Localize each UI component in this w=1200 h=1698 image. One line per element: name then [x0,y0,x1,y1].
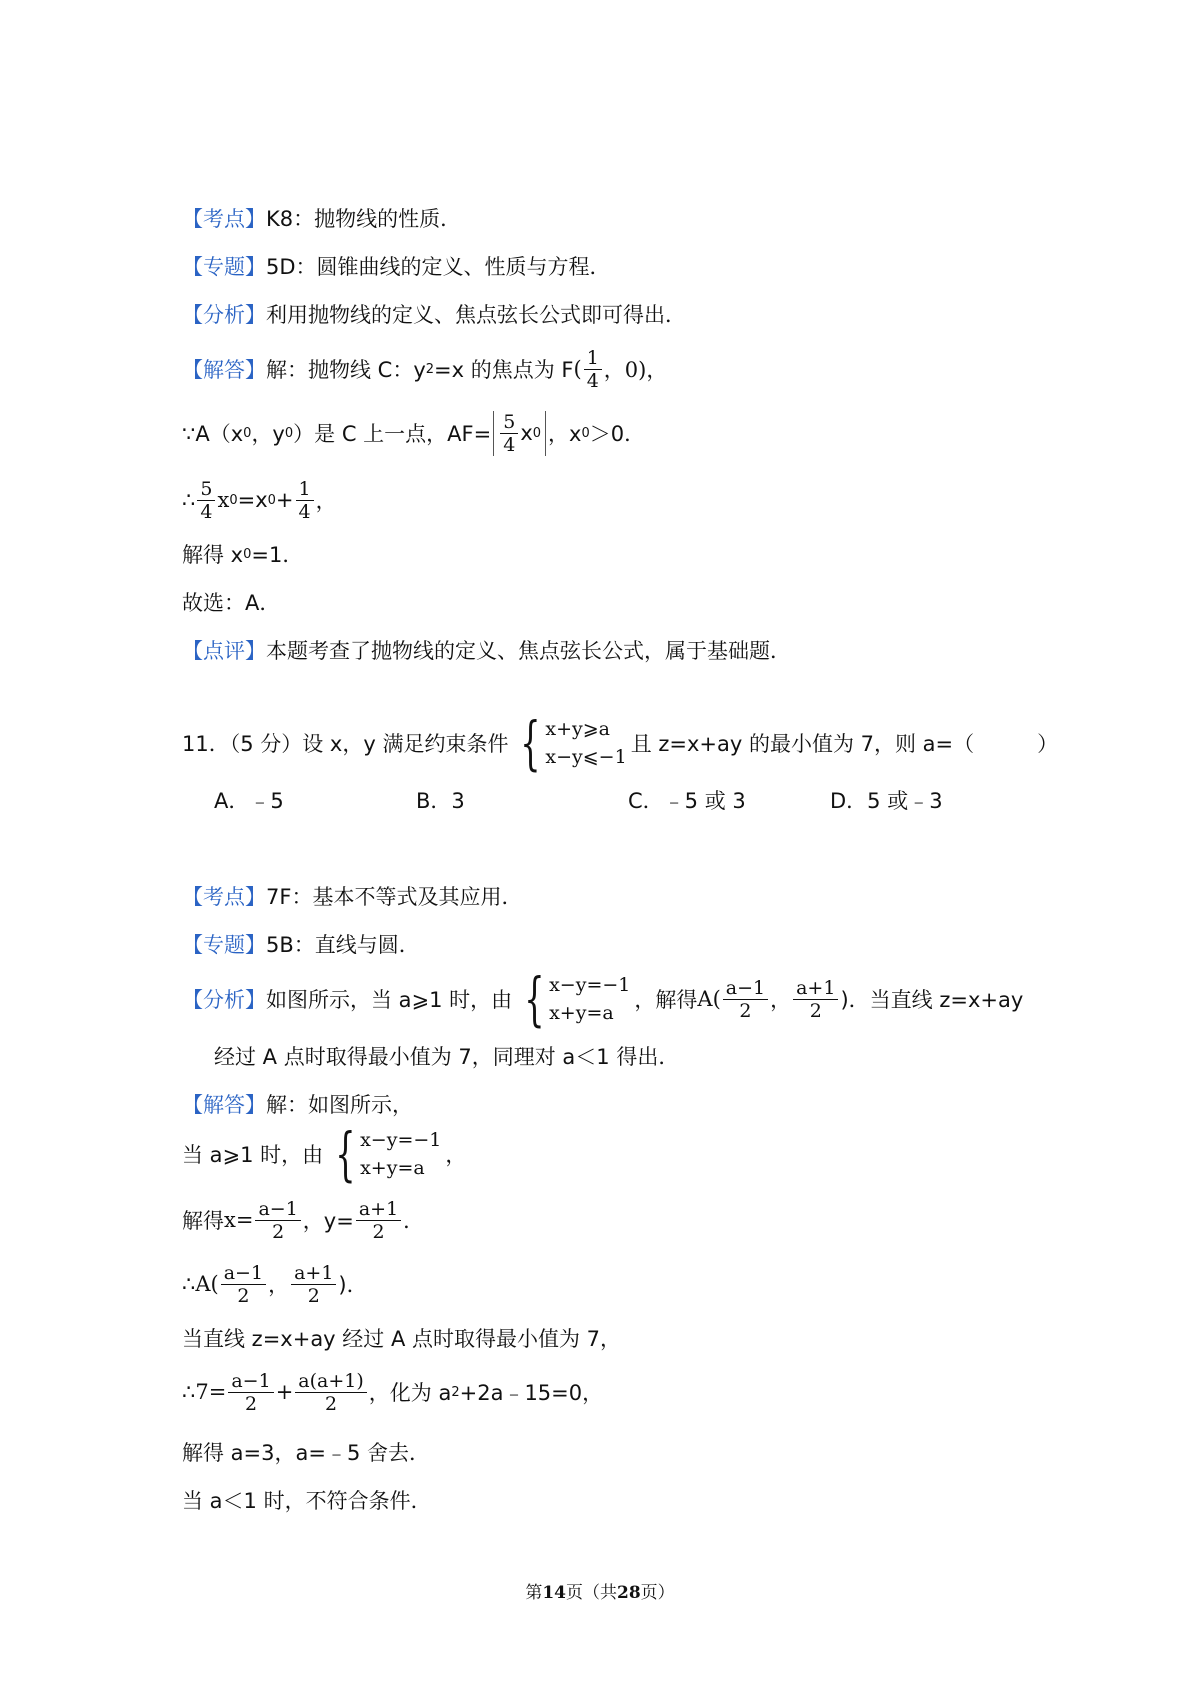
s1-system-rows [360,1126,441,1182]
s3-frac2-num: a+1 [291,1262,336,1285]
brace-icon: { [335,1120,356,1188]
step1-e: ＞0． [589,422,646,446]
q11-kaodian-tag: 【考点】 [182,885,266,909]
step1-sub0: 0 [243,425,252,441]
focus-tail: ，0)， [603,358,668,382]
step2-eq: =x [237,488,268,512]
s2-x: x= [224,1208,254,1232]
q11-constraint-2: x−y⩽−1 [545,746,627,768]
zhuanti-line [182,246,611,286]
q11-fenxi-line2 [214,1036,679,1076]
step3-b: =1． [251,543,304,567]
step2-sub1: 0 [267,492,276,508]
fenxi-line [182,294,686,334]
s5-c: ，化为 a [368,1381,452,1405]
s5-frac1-num: a−1 [228,1370,273,1393]
q11-s7-line [182,1480,432,1520]
s2-frac1-num: a−1 [255,1198,300,1221]
step3-line [182,534,303,574]
q11-constraint-1: x+y⩾a [545,718,610,740]
q11-fenxi-a: 如图所示，当 a⩾1 时，由 [266,988,513,1012]
fenxi-frac2-den: 2 [809,999,822,1022]
s2-end: ． [403,1209,425,1233]
choice-d[interactable]: D．5 或﹣3 [830,789,943,813]
footer-mid: 页（共 [566,1583,617,1603]
q11-fenxi-tag: 【分析】 [182,988,266,1012]
answer-choice-text: 故选：A． [182,591,281,615]
step2-num: 5 [197,478,215,501]
step3-a: 解得 x [182,543,244,567]
fenxi-frac1 [723,977,768,1022]
s6-text: 解得 a=3，a=﹣5 舍去． [182,1441,431,1465]
q11-s5-line [182,1362,603,1422]
kaodian-text: K8：抛物线的性质． [266,207,462,231]
zhuanti-text: 5D：圆锥曲线的定义、性质与方程． [266,255,611,279]
s5-frac2-den: 2 [325,1392,338,1415]
s5-frac1 [228,1370,273,1415]
af-abs-value [493,411,546,456]
q11-stem-a: 11．（5 分）设 x，y 满足约束条件 [182,732,509,756]
q11-jieda-line [182,1084,413,1124]
af-x: x [520,421,533,445]
s3-point-a: A( [195,1272,219,1296]
fenxi-frac1-num: a−1 [723,977,768,1000]
s3-end: )． [338,1273,368,1297]
s1-b: ， [445,1143,467,1167]
s1-row2: x+y=a [360,1157,425,1179]
jieda-text: 解：抛物线 C：y [266,358,426,382]
q11-constraint-system [512,709,627,777]
step2-den2: 4 [298,500,311,523]
step1-b: ，y [251,422,285,446]
step2-den: 4 [200,500,213,523]
footer-page-number: 14 [542,1583,566,1603]
q11-stem [182,708,1058,778]
footer-pre: 第 [525,1583,543,1603]
s3-frac1 [221,1262,266,1307]
q11-zhuanti-line [182,924,420,964]
jieda-text2: =x 的焦点为 F [434,358,574,382]
fenxi-text: 利用抛物线的定义、焦点弦长公式即可得出． [266,303,686,327]
step2-plus: + [275,488,294,512]
kaodian-tag: 【考点】 [182,207,266,231]
q11-kaodian-text: 7F：基本不等式及其应用． [266,885,523,909]
s3-frac2-den: 2 [307,1284,320,1307]
s2-mid: ，y= [302,1209,354,1233]
s3-frac1-num: a−1 [221,1262,266,1285]
step2-fraction [197,478,215,523]
s3-therefore: ∴ [182,1272,196,1296]
q11-jieda-text: 解：如图所示， [266,1093,413,1117]
s5-frac2 [295,1370,367,1415]
zhuanti-tag: 【专题】 [182,255,266,279]
fenxi-point-a: A( [697,987,721,1011]
fenxi-comma: ， [770,988,792,1012]
q11-s2-line [182,1190,424,1250]
s2-a: 解得 [182,1209,224,1233]
step2-line [182,472,337,528]
s2-frac1-den: 2 [272,1220,285,1243]
s4-text: 当直线 z=x+ay 经过 A 点时取得最小值为 7， [182,1327,622,1351]
s7-text: 当 a＜1 时，不符合条件． [182,1489,432,1513]
choice-c[interactable]: C．﹣5 或 3 [628,789,746,813]
fenxi-frac2 [793,977,838,1022]
s5-plus: + [275,1380,294,1404]
s1-a: 当 a⩾1 时，由 [182,1143,324,1167]
step1-sub1: 0 [284,425,294,441]
s5-d: +2a﹣15=0， [459,1381,604,1405]
s5-therefore: ∴ [182,1380,196,1404]
s5-frac2-num: a(a+1) [295,1370,367,1393]
s3-frac2 [291,1262,336,1307]
s5-sup: 2 [451,1384,460,1400]
s5-seven-eq: 7= [195,1380,227,1404]
step2-therefore: ∴ [182,488,196,512]
s3-frac1-den: 2 [237,1284,250,1307]
s2-frac2-num: a+1 [356,1198,401,1221]
q11-kaodian-line [182,876,522,916]
fenxi-frac1-den: 2 [739,999,752,1022]
q11-constraint-rows [545,715,626,771]
q11-fenxi-b: ，解得 [634,988,698,1012]
s5-frac1-den: 2 [244,1392,258,1415]
q11-s3-line [182,1254,368,1314]
fenxi-system-rows [549,971,630,1027]
step3-sub: 0 [243,546,252,562]
fenxi-system-row1: x−y=−1 [549,974,631,996]
s2-frac2-den: 2 [372,1220,385,1243]
step2-fraction2 [296,478,314,523]
brace-icon: { [524,965,545,1033]
q11-zhuanti-tag: 【专题】 [182,933,266,957]
q11-fenxi-c: )．当直线 z=x+ay [840,988,1024,1012]
dianping-line [182,630,791,670]
fenxi-tag: 【分析】 [182,303,266,327]
fenxi-equation-system [516,965,631,1033]
dianping-tag: 【点评】 [182,639,266,663]
step1-sub2: 0 [581,425,590,441]
dianping-text: 本题考查了抛物线的定义、焦点弦长公式，属于基础题． [266,639,791,663]
af-fraction [500,411,518,456]
jieda-tag: 【解答】 [182,358,266,382]
brace-icon: { [520,709,542,777]
focus-fraction [584,347,602,392]
step4-line [182,582,280,622]
choice-a[interactable]: A．﹣5 [214,789,284,813]
page-footer [0,1578,1200,1603]
step2-num2: 1 [296,478,314,501]
q11-stem-b: 且 z=x+ay 的最小值为 7，则 a=（ ） [630,732,1059,756]
s2-frac2 [356,1198,401,1243]
s3-comma: ， [268,1273,290,1297]
choice-b[interactable]: B．3 [416,789,465,813]
s1-equation-system [327,1120,442,1188]
step2-sub0: 0 [229,492,238,508]
s2-frac1 [255,1198,300,1243]
step1-a: ∵A（x [182,422,244,446]
step1-line [182,405,645,461]
q11-choices [182,780,982,820]
fenxi-frac2-num: a+1 [793,977,838,1000]
footer-total-pages: 28 [617,1583,641,1603]
focus-num: 1 [584,347,602,370]
focus-den: 4 [586,369,599,392]
q11-fenxi-line2-text: 经过 A 点时取得最小值为 7，同理对 a＜1 得出． [214,1045,680,1069]
footer-post: 页） [640,1583,675,1603]
af-sub: 0 [532,425,542,441]
q11-zhuanti-text: 5B：直线与圆． [266,933,420,957]
af-den: 4 [503,433,516,456]
q11-s6-line [182,1432,430,1472]
af-num: 5 [500,411,518,434]
q11-s1-line [182,1120,466,1188]
s1-row1: x−y=−1 [360,1129,442,1151]
q11-fenxi-line [182,964,1023,1034]
jieda-line [182,344,667,394]
step1-c: ）是 C 上一点，AF= [293,422,492,446]
focus-open-paren: ( [573,357,582,381]
jieda-sup: 2 [425,361,435,377]
step1-d: ，x [548,422,582,446]
step2-x: x [217,488,230,512]
fenxi-system-row2: x+y=a [549,1002,614,1024]
kaodian-line [182,198,461,238]
q11-s4-line [182,1318,621,1358]
q11-jieda-tag: 【解答】 [182,1093,266,1117]
step2-comma: ， [315,489,337,513]
